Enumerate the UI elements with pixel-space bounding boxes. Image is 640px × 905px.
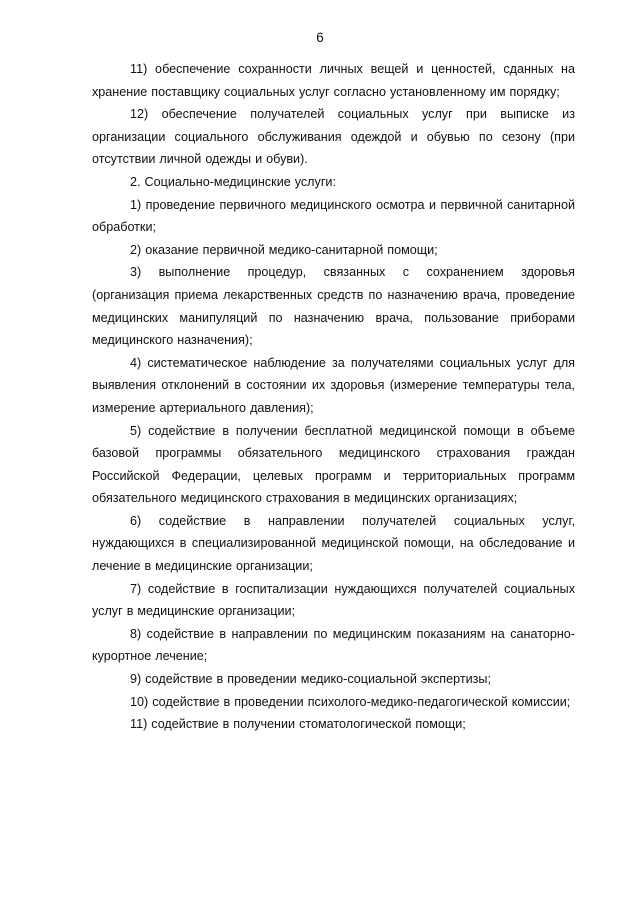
list-item-pmpc-commission: 10) содействие в проведении психолого-медико-педагогической комиссии; <box>130 694 571 709</box>
list-item-dental-care: 11) содействие в получении стоматологической помощи; <box>130 717 466 732</box>
document-body <box>92 58 575 736</box>
list-item-health-monitoring: 4) систематическое наблюдение за получателями социальных услуг для выявления отклонений в состоянии их здоровья (измерение температуры тела, измерение артериального давления); <box>92 355 575 415</box>
section-heading-social-medical: 2. Социально-медицинские услуги: <box>130 174 336 189</box>
list-item-specialized-referral: 6) содействие в направлении получателей социальных услуг, нуждающихся в специализированной медицинской помощи, на обследование и лечение в медицинские организации; <box>92 513 575 574</box>
list-item-sanatorium-referral: 8) содействие в направлении по медицинским показаниям на санаторно-курортное лечение; <box>92 626 575 664</box>
page-number: 6 <box>316 30 324 45</box>
list-item-primary-care: 2) оказание первичной медико-санитарной помощи; <box>130 242 438 257</box>
list-item-health-procedures: 3) выполнение процедур, связанных с сохранением здоровья (организация приема лекарственных средств по назначению врача, проведение медицинских манипуляций по назначению врача, пользование приборами медицинского назначения); <box>92 265 575 348</box>
list-item-hospitalization: 7) содействие в госпитализации нуждающихся получателей социальных услуг в медицинские организации; <box>92 581 575 619</box>
list-item-free-medical-help: 5) содействие в получении бесплатной медицинской помощи в объеме базовой программы обязательного медицинского страхования граждан Российской Федерации, целевых программ и территориальных программ обязательного медицинского страхования в медицинских организациях; <box>92 423 575 506</box>
list-item-primary-examination: 1) проведение первичного медицинского осмотра и первичной санитарной обработки; <box>92 197 575 235</box>
list-item-personal-belongings: 11) обеспечение сохранности личных вещей и ценностей, сданных на хранение поставщику социальных услуг согласно установленному им порядку; <box>92 62 575 99</box>
list-item-clothing-provision: 12) обеспечение получателей социальных услуг при выписке из организации социального обслуживания одеждой и обувью по сезону (при отсутствии личной одежды и обуви). <box>92 107 575 167</box>
list-item-medical-social-expertise: 9) содействие в проведении медико-социальной экспертизы; <box>130 672 491 687</box>
